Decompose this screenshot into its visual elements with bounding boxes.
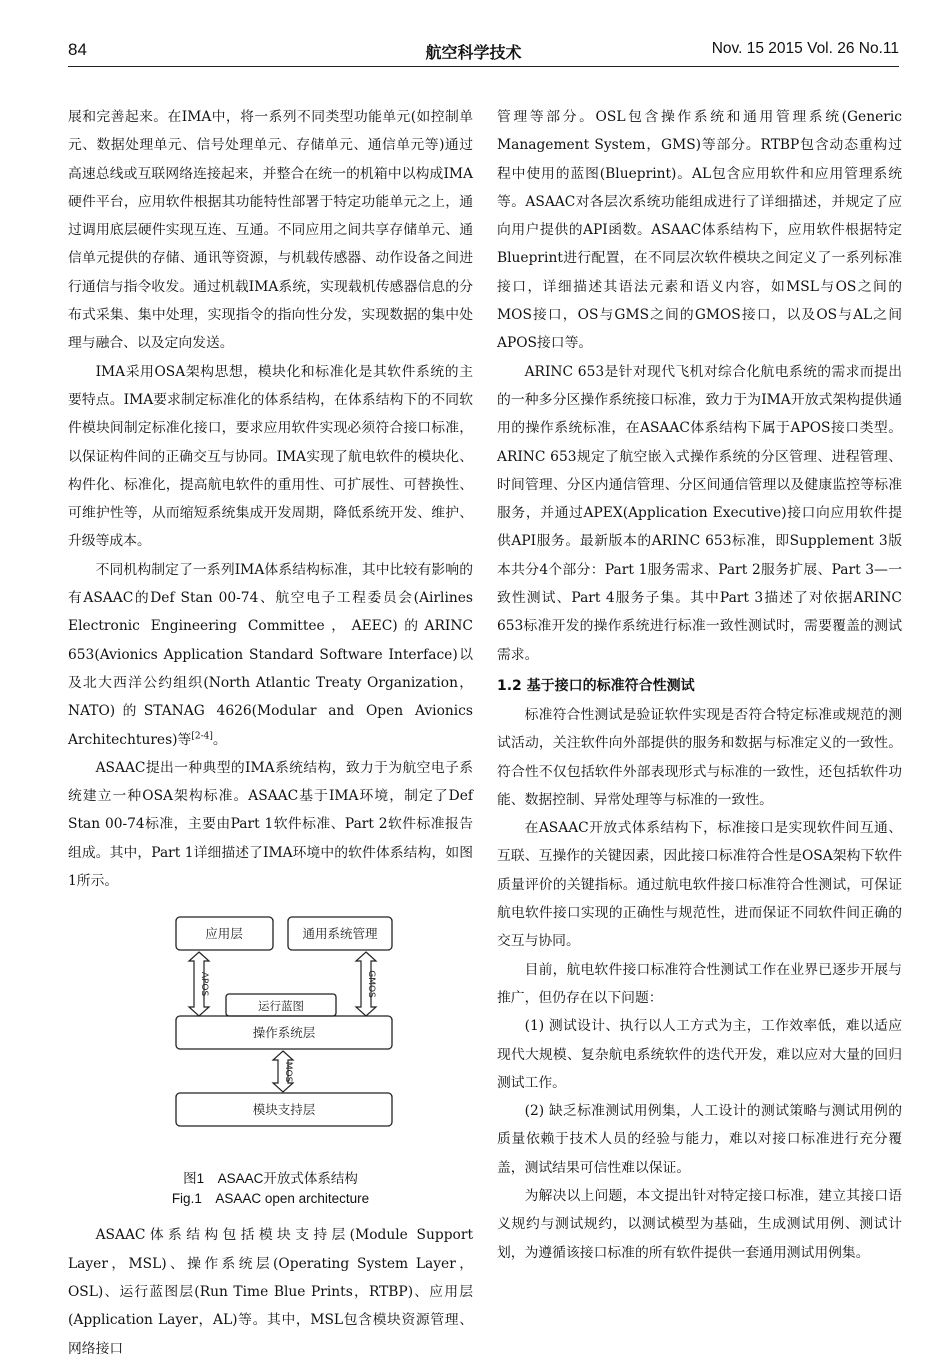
paragraph: 为解决以上问题，本文提出针对特定接口标准，建立其接口语义规约与测试规约，以测试模型为基础，生成测试用例、测试计划，为遵循该接口标准的所有软件提供一套通用测试用例集。 [497, 1187, 902, 1261]
figure-asaac-architecture [68, 905, 473, 1165]
label-application-layer: 应用层 [205, 926, 243, 942]
figure-caption-cn: 图1 ASAAC开放式体系结构 [183, 1171, 358, 1187]
paragraph: (1) 测试设计、执行以人工方式为主，工作效率低，难以适应现代大规模、复杂航电系统软件的迭代开发，难以应对大量的回归测试工作。 [497, 1018, 902, 1091]
paragraph: 在ASAAC开放式体系结构下，标准接口是实现软件间互通、互联、互操作的关键因素，因此接口标准符合性是OSA架构下软件质量评价的关键指标。通过航电软件接口标准符合性测试，可保证航电软件接口实现的正确性与规范性，进而保证不同软件间正确的交互与协同。 [497, 820, 902, 950]
page-number: 84 [68, 40, 87, 59]
paragraph: 展和完善起来。在IMA中，将一系列不同类型功能单元(如控制单元、数据处理单元、信号处理单元、存储单元、通信单元等)通过高速总线或互联网络连接起来，并整合在统一的机箱中以构成IMA硬件平台，应用软件根据其功能特性部署于特定功能单元之上，通过调用底层硬件实现互连、互通。不同应用之间共享存储单元、通信单元提供的存储、通讯等资源，与机载传感器、动作设备之间进行通信与指令收发。通过机载IMA系统，实现载机传感器信息的分布式采集、集中处理，实现指令的指向性分发，实现数据的集中处理与融合、以及定向发送。 [68, 109, 473, 352]
paragraph [68, 556, 473, 754]
header-rule [68, 66, 899, 67]
section-heading: 1.2 基于接口的标准符合性测试 [497, 677, 695, 694]
label-apos: APOS [199, 972, 209, 997]
paragraph: ASAAC体系结构包括模块支持层(Module Support Layer，MSL)、操作系统层(Operating System Layer，OSL)、运行蓝图层(Run Time Blue Prints，RTBP)、应用层(Application Layer，AL)等。其中，MSL包含模块资源管理、网络接口 [68, 1227, 473, 1357]
label-msl: 模块支持层 [252, 1102, 316, 1118]
label-rtbp: 运行蓝图 [258, 999, 304, 1014]
figure-caption-en: Fig.1 ASAAC open architecture [171, 1191, 370, 1207]
paragraph: IMA采用OSA架构思想，模块化和标准化是其软件系统的主要特点。IMA要求制定标准化的体系结构，在体系结构下的不同软件模块间制定标准化接口，要求应用软件实现必须符合接口标准，以保证构件间的正确交互与协同。IMA实现了航电软件的模块化、构件化、标准化，提高航电软件的重用性、可扩展性、可替换性、可维护性等，从而缩短系统集成开发周期，降低系统开发、维护、升级等成本。 [68, 363, 473, 550]
label-gmos: GMOS [366, 970, 376, 999]
label-gms: 通用系统管理 [302, 926, 378, 942]
page-header [0, 0, 947, 70]
paragraph: ARINC 653是针对现代飞机对综合化航电系统的需求而提出的一种多分区操作系统接口标准，致力于为IMA开放式架构提供通用的操作系统标准，在ASAAC体系结构下属于APOS接口类型。ARINC 653规定了航空嵌入式操作系统的分区管理、进程管理、时间管理、分区内通信管理、分区间通信管理以及健康监控等标准服务，并通过APEX(Application Executive)接口向应用软件提供API服务。最新版本的ARINC 653标准，即Supplement 3版本共分4个部分：Part 1服务需求、Part 2服务扩展、Part 3—一致性测试、Part 4服务子集。其中Part 3描述了对依据ARINC 653标准开发的操作系统进行标准一致性测试时，需要覆盖的测试需求。 [497, 363, 902, 663]
paragraph-end: 。 [212, 731, 227, 748]
label-mos: MOS [283, 1062, 293, 1083]
left-column [68, 103, 473, 1363]
label-os-layer: 操作系统层 [252, 1025, 316, 1041]
issue-info: Nov. 15 2015 Vol. 26 No.11 [711, 40, 899, 57]
paragraph-text: 不同机构制定了一系列IMA体系结构标准，其中比较有影响的有ASAAC的Def Stan 00-74、航空电子工程委员会(Airlines Electronic Engineering Committee，AEEC)的ARINC 653(Avionics Application Standard Software Interface)以及北大西洋公约组织(North Atlantic Treaty Organization，NATO)的STANAG 4626(Modular and Open Avionics Architechtures)等 [68, 561, 473, 748]
architecture-diagram [68, 905, 473, 1165]
paragraph: 管理等部分。OSL包含操作系统和通用管理系统(Generic Management System，GMS)等部分。RTBP包含动态重构过程中使用的蓝图(Blueprint)。AL包含应用软件和应用管理系统等。ASAAC对各层次系统功能组成进行了详细描述，并规定了应向用户提供的API函数。ASAAC体系结构下，应用软件根据特定Blueprint进行配置，在不同层次软件模块之间定义了一系列标准接口，详细描述其语法元素和语义内容，如MSL与OS之间的MOS接口，OS与GMS之间的GMOS接口，以及OS与AL之间APOS接口等。 [497, 109, 902, 352]
right-column [497, 103, 902, 1267]
citation: [2-4] [191, 730, 213, 741]
journal-title: 航空科学技术 [425, 43, 522, 62]
paragraph: 标准符合性测试是验证软件实现是否符合特定标准或规范的测试活动，关注软件向外部提供的服务和数据与标准定义的一致性。符合性不仅包括软件外部表现形式与标准的一致性，还包括软件功能、数据控制、异常处理等与标准的一致性。 [497, 706, 902, 808]
paragraph: (2) 缺乏标准测试用例集，人工设计的测试策略与测试用例的质量依赖于技术人员的经验与能力，难以对接口标准进行充分覆盖，测试结果可信性难以保证。 [497, 1103, 902, 1176]
paragraph: 目前，航电软件接口标准符合性测试工作在业界已逐步开展与推广，但仍存在以下问题： [497, 961, 902, 1006]
paragraph: ASAAC提出一种典型的IMA系统结构，致力于为航空电子系统建立一种OSA架构标准。ASAAC基于IMA环境，制定了Def Stan 00-74标准，主要由Part 1软件标准、Part 2软件标准报告组成。其中，Part 1详细描述了IMA环境中的软件体系结构，如图1所示。 [68, 759, 473, 890]
